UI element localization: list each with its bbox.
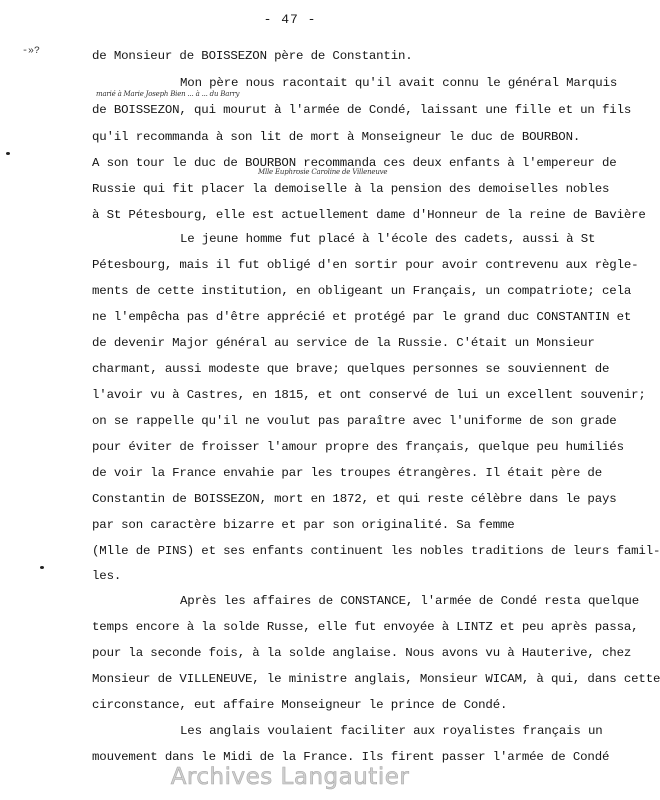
text-line: ne l'empêcha pas d'être apprécié et protégé par le grand duc CONSTANTIN et <box>92 310 632 324</box>
text-line: par son caractère bizarre et par son originalité. Sa femme <box>92 518 515 532</box>
text-line: de Monsieur de BOISSEZON père de Constantin. <box>92 49 413 63</box>
text-line: Russie qui fit placer la demoiselle à la pension des demoiselles nobles <box>92 182 610 196</box>
text-line: ments de cette institution, en obligeant un Français, un compatriote; cela <box>92 284 632 298</box>
text-line: Les anglais voulaient faciliter aux royalistes français un <box>180 724 603 738</box>
archive-watermark: Archives Langautier <box>170 764 410 790</box>
text-line: (Mlle de PINS) et ses enfants continuent les nobles traditions de leurs famil- <box>92 544 660 558</box>
margin-mark: -»? <box>22 46 41 57</box>
margin-speck <box>6 152 10 155</box>
text-line: pour éviter de froisser l'amour propre des français, quelque peu humiliés <box>92 440 624 454</box>
margin-speck <box>40 566 44 569</box>
page-number: - 47 - <box>263 12 317 27</box>
text-line: on se rappelle qu'il ne voulut pas paraître avec l'uniforme de son grade <box>92 414 617 428</box>
text-line: charmant, aussi modeste que brave; quelques personnes se souviennent de <box>92 362 610 376</box>
text-line: Le jeune homme fut placé à l'école des cadets, aussi à St <box>180 232 596 246</box>
handwritten-annotation: marié à Marie Joseph Bien ... à ... du Barry <box>96 90 240 98</box>
text-line: Constantin de BOISSEZON, mort en 1872, et qui reste célèbre dans le pays <box>92 492 617 506</box>
text-line: circonstance, eut affaire Monseigneur le prince de Condé. <box>92 698 508 712</box>
text-line: mouvement dans le Midi de la France. Ils firent passer l'armée de Condé <box>92 750 610 764</box>
text-line: Après les affaires de CONSTANCE, l'armée de Condé resta quelque <box>180 594 639 608</box>
text-line: à St Pétesbourg, elle est actuellement dame d'Honneur de la reine de Bavière <box>92 208 646 222</box>
text-line: les. <box>92 569 122 583</box>
text-line: qu'il recommanda à son lit de mort à Monseigneur le duc de BOURBON. <box>92 130 581 144</box>
text-line: de voir la France envahie par les troupes étrangères. Il était père de <box>92 466 602 480</box>
text-line: l'avoir vu à Castres, en 1815, et ont conservé de lui un excellent souvenir; <box>92 388 646 402</box>
text-line: pour la seconde fois, à la solde anglaise. Nous avons vu à Hauterive, chez <box>92 646 632 660</box>
text-line: de BOISSEZON, qui mourut à l'armée de Condé, laissant une fille et un fils <box>92 103 632 117</box>
text-line: Mon père nous racontait qu'il avait connu le général Marquis <box>180 76 618 90</box>
text-line: A son tour le duc de BOURBON recommanda ces deux enfants à l'empereur de <box>92 156 617 170</box>
handwritten-annotation: Mlle Euphrosie Caroline de Villeneuve <box>258 168 388 176</box>
text-line: Pétesbourg, mais il fut obligé d'en sortir pour avoir contrevenu aux règle- <box>92 258 639 272</box>
text-line: Monsieur de VILLENEUVE, le ministre anglais, Monsieur WICAM, à qui, dans cette <box>92 672 660 686</box>
text-line: temps encore à la solde Russe, elle fut envoyée à LINTZ et peu après passa, <box>92 620 639 634</box>
text-line: de devenir Major général au service de la Russie. C'était un Monsieur <box>92 336 595 350</box>
